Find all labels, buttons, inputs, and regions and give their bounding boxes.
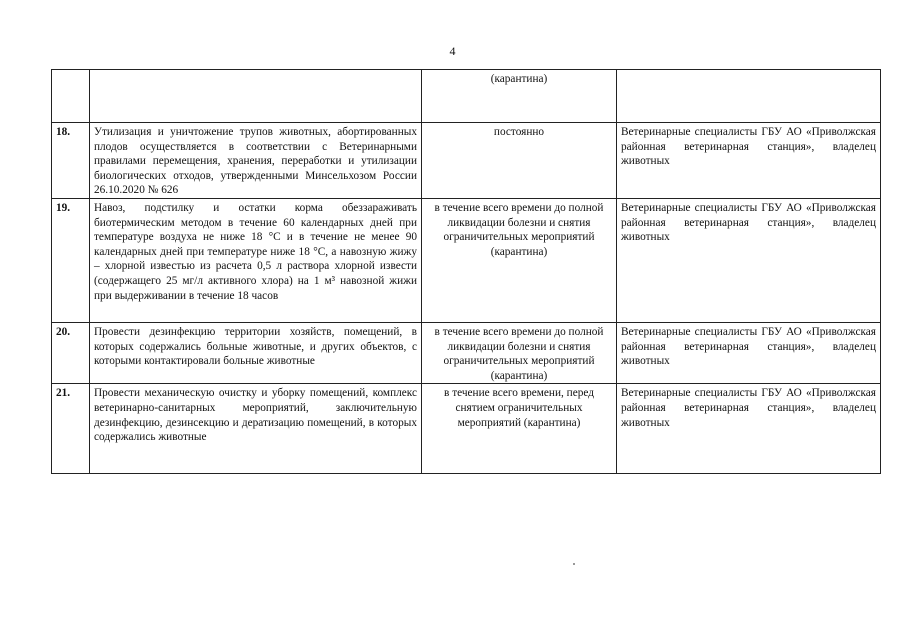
scan-speck bbox=[573, 563, 575, 565]
table-row bbox=[52, 70, 881, 123]
table-row bbox=[52, 322, 881, 383]
measure-responsible bbox=[617, 70, 881, 123]
measure-description: Утилизация и уничтожение трупов животных, абортированных плодов осуществляется в соответствии с Ветеринарными правилами перемещения, хранения, переработки и утилизации биологических отходов, утвержденными Минсельхозом России 26.10.2020 № 626 bbox=[90, 123, 422, 199]
measure-term: в течение всего времени до полной ликвидации болезни и снятия ограничительных мероприятий (карантина) bbox=[422, 198, 617, 322]
page-number: 4 bbox=[449, 44, 456, 58]
measure-description: Провести механическую очистку и уборку помещений, комплекс ветеринарно-санитарных мероприятий, заключительную дезинфекцию, дезинсекцию и дератизацию помещений, в которых содержались животные bbox=[90, 384, 422, 474]
measure-responsible: Ветеринарные специалисты ГБУ АО «Приволжская районная ветеринарная станция», владелец животных bbox=[617, 322, 881, 383]
measure-description bbox=[90, 70, 422, 123]
measures-table bbox=[51, 69, 881, 474]
measure-responsible: Ветеринарные специалисты ГБУ АО «Приволжская районная ветеринарная станция», владелец животных bbox=[617, 123, 881, 199]
row-number bbox=[52, 70, 90, 123]
row-number: 18. bbox=[52, 123, 90, 199]
table-row bbox=[52, 384, 881, 474]
table-row bbox=[52, 198, 881, 322]
row-number: 19. bbox=[52, 198, 90, 322]
table-row bbox=[52, 123, 881, 199]
measure-term: в течение всего времени до полной ликвидации болезни и снятия ограничительных мероприятий (карантина) bbox=[422, 322, 617, 383]
measure-responsible: Ветеринарные специалисты ГБУ АО «Приволжская районная ветеринарная станция», владелец животных bbox=[617, 384, 881, 474]
measure-term: в течение всего времени, перед снятием ограничительных мероприятий (карантина) bbox=[422, 384, 617, 474]
measure-responsible: Ветеринарные специалисты ГБУ АО «Приволжская районная ветеринарная станция», владелец животных bbox=[617, 198, 881, 322]
row-number: 20. bbox=[52, 322, 90, 383]
measure-description: Провести дезинфекцию территории хозяйств, помещений, в которых содержались больные животные, и других объектов, с которыми контактировали больные животные bbox=[90, 322, 422, 383]
row-number: 21. bbox=[52, 384, 90, 474]
measure-description: Навоз, подстилку и остатки корма обеззараживать биотермическим методом в течение 60 календарных дней при температуре воздуха не ниже 18 °С и в течение не менее 90 календарных дней при температуре ниже 18 °С, а навозную жижу – хлорной известью из расчета 0,5 л раствора хлорной извести (содержащего 25 мг/л активного хлора) на 1 м³ навозной жижи при выдерживании в течение 18 часов bbox=[90, 198, 422, 322]
measure-term: (карантина) bbox=[422, 70, 617, 123]
measure-term: постоянно bbox=[422, 123, 617, 199]
